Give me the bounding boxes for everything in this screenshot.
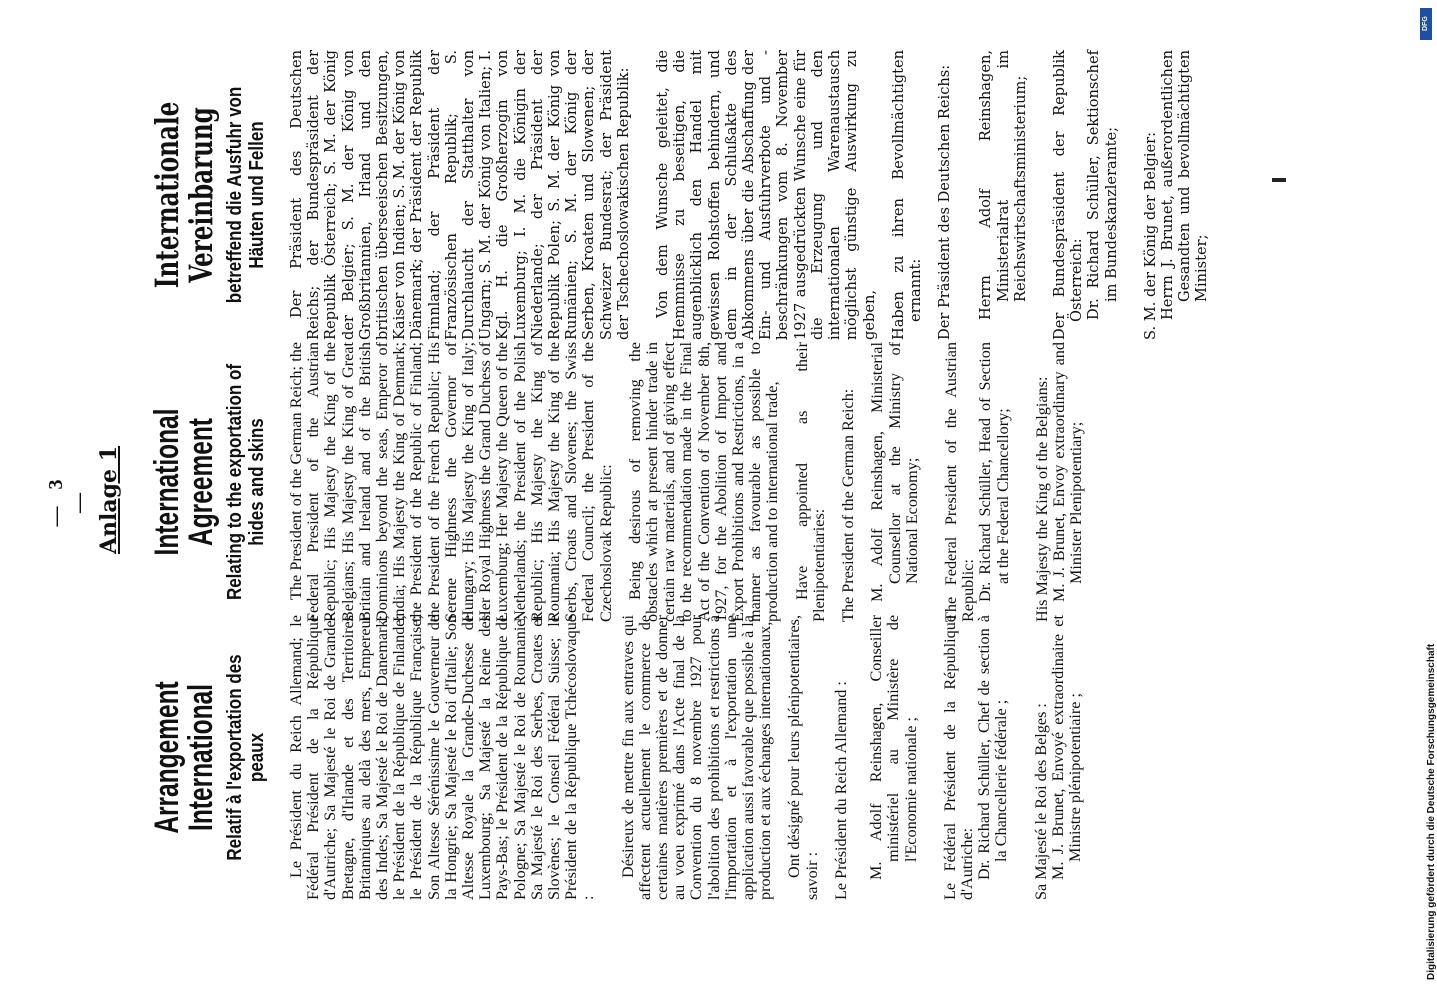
french-austria-head: Le Fédéral Président de la République d'Autriche: (940, 615, 976, 900)
german-title-line1: Internationale (148, 101, 186, 289)
french-belgium-delegate: M. J. Brunet, Envoyé extraordinaire et Ministre plénipotentiaire ; (1048, 615, 1084, 880)
french-preamble: Le Président du Reich Allemand; le Fédéral Président de la République d'Autriche; Sa Majesté le Roi de Grande-Bretagne, d'Irlande et des Territoires Britanniques au delà des mers, Empereur des Indes; Sa Majesté le Roi de Danemark; le Président de la République de Finlande; le Président de la République Française; Son Altesse Sérénissime le Gouverneur de la Hongrie; Sa Majesté le Roi d'Italie; Son Altesse Royale la Grande-Duchesse de Luxembourg; Sa Majesté la Reine des Pays-Bas; le Président de la République de Pologne; Sa Majesté le Roi de Roumanie; Sa Majesté le Roi des Serbes, Croates et Slovènes; le Conseil Fédéral Suisse; le Président de la République Tchécoslovaque : (287, 615, 598, 900)
page-number: — 3 — (45, 473, 90, 527)
french-subtitle: Relatif à l'exportation des peaux (224, 654, 268, 861)
german-column (150, 50, 1310, 340)
german-subtitle: betreffend die Ausfuhr von Häuten und Fellen (224, 86, 268, 304)
french-title-line2: International (182, 684, 220, 831)
french-purpose: Désireux de mettre fin aux entraves qui affectent actuellement le commerce de certaines matières premières et de donner au voeu exprimé dans l'Acte final de la Convention du 8 novembre 1927 pour l'abolition des prohibitions et restrictions à l'importation et à l'exportation une application aussi favorable que possible à la production et aux échanges internationaux, (618, 615, 775, 900)
english-austria-head: The Federal President of the Austrian Republic: (941, 342, 978, 622)
english-preamble: The President of the German Reich; the Federal President of the Austrian Republic; His Majesty the King of the Belgians; His Majesty the King of Great Britain and Ireland and of the British Dominions beyond the seas, Emperor of India; His Majesty the King of Denmark; the President of the Republic of Finland; the President of the French Republic; His Serene Highness the Governor of Hungary; His Majesty the King of Italy; Her Royal Highness the Grand Duchess of Luxemburg; Her Majesty the Queen of the Netherlands; the President of the Polish Republic; His Majesty the King of Roumania; His Majesty the King of the Serbs, Croats and Slovenes; the Swiss Federal Council; the President of the Czechoslovak Republic: (287, 342, 615, 622)
french-germany-head: Le Président du Reich Allemand : (831, 681, 850, 900)
german-appointed: Haben zu ihren Bevollmächtigten ernannt: (889, 50, 924, 340)
french-appointed: Ont désigné pour leurs plénipotentiaires, savoir : (785, 615, 821, 900)
french-germany-delegate: M. Adolf Reinshagen, Conseiller ministériel au Ministère de l'Economie nationale ; (867, 615, 920, 880)
page-footer-mark (1272, 178, 1286, 182)
french-column (150, 615, 1310, 900)
english-austria-delegate: Dr. Richard Schüller, Head of Section at the Federal Chancellory; (976, 342, 1012, 602)
french-belgium-head: Sa Majesté le Roi des Belges : (1031, 703, 1050, 900)
digitization-note: Digitalisierung gefördert durch die Deutsche Forschungsgemeinschaft (1426, 643, 1437, 980)
dfg-logo: DFG (1420, 8, 1432, 40)
english-column (150, 342, 1310, 622)
german-belgium-delegate: Herrn J. Brunet, außerordentlichen Gesandten und bevollmächtigten Minister; (1158, 50, 1211, 320)
german-belgium-head: S. M. der König der Belgier: (1141, 131, 1159, 340)
french-title-line1: Arrangement (148, 681, 186, 834)
english-belgium-delegate: M. J. Brunet, Envoy extraordinary and Minister Plenipotentiary; (1049, 342, 1086, 602)
english-body (288, 342, 1085, 622)
german-austria-head: Der Bundespräsident der Republik Österreich: (1050, 50, 1086, 340)
german-body (288, 50, 1211, 340)
german-purpose: Von dem Wunsche geleitet, die Hemmnisse zu beseitigen, die augenblicklich den Handel mit gewissen Rohstoffen behindern, und dem in der Schlußakte des Abkommens über die Abschaffung der Ein- und Ausfuhrverbote und -beschränkungen vom 8. November 1927 ausgedrückten Wunsche eine für die Erzeugung und den internationalen Warenaustausch möglichst günstige Auswirkung zu geben, (654, 50, 878, 340)
english-germany-delegate: M. Adolf Reinshagen, Ministerial Counsellor at the Ministry of National Economy; (868, 342, 921, 602)
german-germany-delegate: Herrn Adolf Reinshagen, Ministerialrat im Reichswirtschaftsministerium; (977, 50, 1029, 320)
annex-heading: Anlage 1 (96, 445, 122, 555)
english-title-line1: International (148, 408, 186, 556)
german-title-line2: Vereinbarung (182, 107, 220, 283)
german-germany-head: Der Präsident des Deutschen Reichs: (936, 64, 954, 340)
french-body (288, 615, 1084, 900)
english-germany-head: The President of the German Reich: (839, 388, 858, 622)
french-austria-delegate: Dr. Richard Schüller, Chef de section à la Chancellerie fédérale ; (975, 615, 1011, 880)
german-austria-delegate: Dr. Richard Schüller, Sektionschef im Bundeskanzleramte; (1085, 50, 1120, 320)
english-belgium-head: His Majesty the King of the Belgians: (1032, 376, 1051, 622)
english-appointed: Have appointed as their Plenipotentiaries: (792, 342, 828, 622)
german-preamble: Der Präsident des Deutschen Reichs; der Bundespräsident der Republik Österreich; S. M. der König der Belgier; S. M. der König von Großbritannien, Irland und den britischen überseeischen Besitzungen, Kaiser von Indien; S. M. der König von Dänemark; der Präsident der Republik Finnland; der Präsident der Französischen Republik; S. Durchlaucht der Statthalter von Ungarn; S. M. der König von Italien; I. Kgl. H. die Großherzogin von Luxemburg; I. M. die Königin der Niederlande; der Präsident der Republik Polen; S. M. der König von Rumänien; S. M. der König der Serben, Kroaten und Slowenen; der Schweizer Bundesrat; der Präsident der Tschechoslowakischen Republik: (288, 50, 632, 340)
english-purpose: Being desirous of removing the obstacles which at present hinder trade in certain raw materials, and of giving effect to the recommendation made in the Final Act of the Convention of November 8th, 1927, for the Abolition of Import and Export Prohibitions and Restrictions, in a manner as favourable as possible to production and to international trade, (625, 342, 782, 622)
english-subtitle: Relating to the exportation of hides and skins (224, 363, 268, 601)
english-title-line2: Agreement (182, 418, 220, 546)
